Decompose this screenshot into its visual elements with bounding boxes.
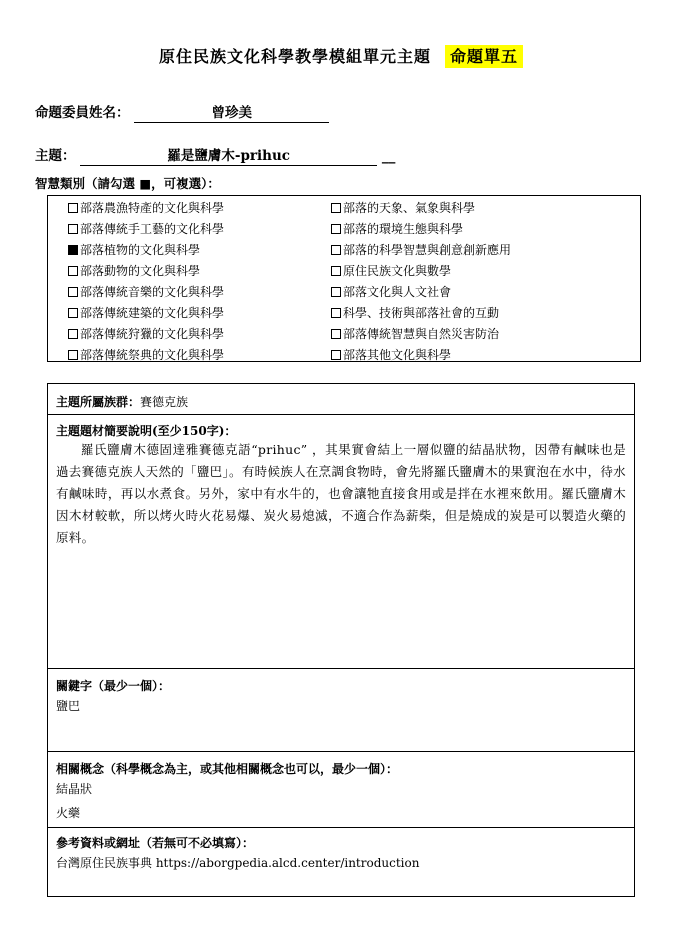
- topic-field[interactable]: 羅是鹽膚木-prihuc: [80, 144, 377, 166]
- category-label: 部落其他文化與科學: [343, 348, 452, 362]
- topic-row: [35, 144, 395, 166]
- description-text[interactable]: 羅氏鹽膚木德固達雅賽德克語“prihuc” ，其果實會結上一層似鹽的結晶狀物，因帶有鹹味也是過去賽德克族人天然的「鹽巴」。有時候族人在烹調食物時，會先將羅氏鹽膚木的果實泡在水中，待水有鹹味時，再以水煮食。另外，家中有水牛的，也會讓牠直接食用或是拌在水裡來飲用。羅氏鹽膚木因木材較軟，所以烤火時火花易爆、炭火易熄滅，不適合作為薪柴，但是燒成的炭是可以製造火藥的原料。: [56, 442, 626, 545]
- category-item[interactable]: [331, 282, 511, 303]
- category-label: 部落的科學智慧與創意創新應用: [343, 243, 512, 257]
- concepts-label: 相關概念（科學概念為主，或其他相關概念也可以，最少一個）：: [56, 762, 399, 776]
- category-label: 部落的環境生態與科學: [343, 222, 464, 236]
- checkbox-icon[interactable]: [331, 287, 341, 297]
- category-item[interactable]: [68, 219, 224, 240]
- checkbox-icon[interactable]: [68, 350, 78, 360]
- category-item[interactable]: [331, 240, 511, 261]
- committee-label: 命題委員姓名：: [35, 105, 130, 121]
- topic-label: 主題：: [35, 148, 76, 164]
- category-item[interactable]: [331, 324, 511, 345]
- document-title: [0, 44, 682, 67]
- checkbox-icon[interactable]: [331, 350, 341, 360]
- title-text: 原住民族文化科學教學模組單元主題: [158, 47, 431, 66]
- concept-item[interactable]: 結晶狀: [56, 782, 93, 796]
- concept-item[interactable]: 火藥: [56, 806, 81, 820]
- ethnic-group-value[interactable]: 賽德克族: [140, 395, 189, 409]
- category-item[interactable]: [68, 240, 224, 261]
- keywords-label: 關鍵字（最少一個）：: [56, 679, 171, 693]
- category-item[interactable]: [68, 261, 224, 282]
- checkbox-icon[interactable]: [68, 287, 78, 297]
- category-label: 科學、技術與部落社會的互動: [343, 306, 500, 320]
- checkbox-icon[interactable]: [331, 266, 341, 276]
- checkbox-icon[interactable]: [331, 329, 341, 339]
- checkbox-icon[interactable]: [331, 203, 341, 213]
- category-label: 部落農漁特產的文化與科學: [80, 201, 225, 215]
- proposition-badge: 命題單五: [445, 45, 523, 68]
- category-item[interactable]: [68, 282, 224, 303]
- category-label: 部落動物的文化與科學: [80, 264, 201, 278]
- checkbox-icon[interactable]: [331, 245, 341, 255]
- category-label: 部落傳統手工藝的文化科學: [80, 222, 225, 236]
- checkbox-icon[interactable]: [68, 224, 78, 234]
- category-item[interactable]: [331, 219, 511, 240]
- category-label: 部落傳統建築的文化與科學: [80, 306, 225, 320]
- category-item[interactable]: [68, 345, 224, 366]
- category-item[interactable]: [331, 303, 511, 324]
- topic-detail-table: [47, 383, 635, 897]
- category-item[interactable]: [331, 345, 511, 366]
- checkbox-icon[interactable]: [68, 329, 78, 339]
- category-item[interactable]: [68, 324, 224, 345]
- checkbox-icon[interactable]: [68, 308, 78, 318]
- description-label: 主題題材簡要說明(至少150字)：: [56, 424, 237, 438]
- category-label: 部落傳統音樂的文化與科學: [80, 285, 225, 299]
- category-label: 部落傳統祭典的文化與科學: [80, 348, 225, 362]
- category-column-right: [331, 198, 511, 366]
- category-label: 部落的天象、氣象與科學: [343, 201, 476, 215]
- wisdom-category-table: [47, 195, 641, 362]
- description-section: [48, 415, 634, 669]
- references-section: [48, 828, 634, 896]
- category-label: 部落文化與人文社會: [343, 285, 452, 299]
- category-item[interactable]: [331, 198, 511, 219]
- category-item[interactable]: [68, 303, 224, 324]
- ethnic-group-section: [48, 384, 634, 415]
- committee-row: [35, 101, 329, 123]
- checkbox-icon[interactable]: [68, 203, 78, 213]
- checkbox-icon[interactable]: [331, 224, 341, 234]
- checkbox-icon[interactable]: [68, 266, 78, 276]
- committee-name-field[interactable]: 曾珍美: [134, 101, 329, 123]
- ethnic-group-label: 主題所屬族群：: [56, 395, 141, 409]
- reference-item[interactable]: 台灣原住民族事典 https://aborgpedia.alcd.center/introduction: [56, 856, 420, 870]
- category-item[interactable]: [68, 198, 224, 219]
- category-item[interactable]: [331, 261, 511, 282]
- category-label: 部落植物的文化與科學: [80, 243, 201, 257]
- concepts-section: [48, 752, 634, 828]
- checked-box-icon[interactable]: [68, 245, 78, 255]
- wisdom-category-label: 智慧類別（請勾選 ■，可複選）：: [35, 176, 220, 191]
- category-label: 原住民族文化與數學: [343, 264, 452, 278]
- references-label: 參考資料或網址（若無可不必填寫）：: [56, 836, 255, 850]
- category-label: 部落傳統狩獵的文化與科學: [80, 327, 225, 341]
- topic-trail: __: [381, 148, 396, 164]
- category-column-left: [68, 198, 224, 366]
- keyword-item[interactable]: 鹽巴: [56, 699, 81, 713]
- checkbox-icon[interactable]: [331, 308, 341, 318]
- keywords-section: [48, 669, 634, 752]
- category-label: 部落傳統智慧與自然災害防治: [343, 327, 500, 341]
